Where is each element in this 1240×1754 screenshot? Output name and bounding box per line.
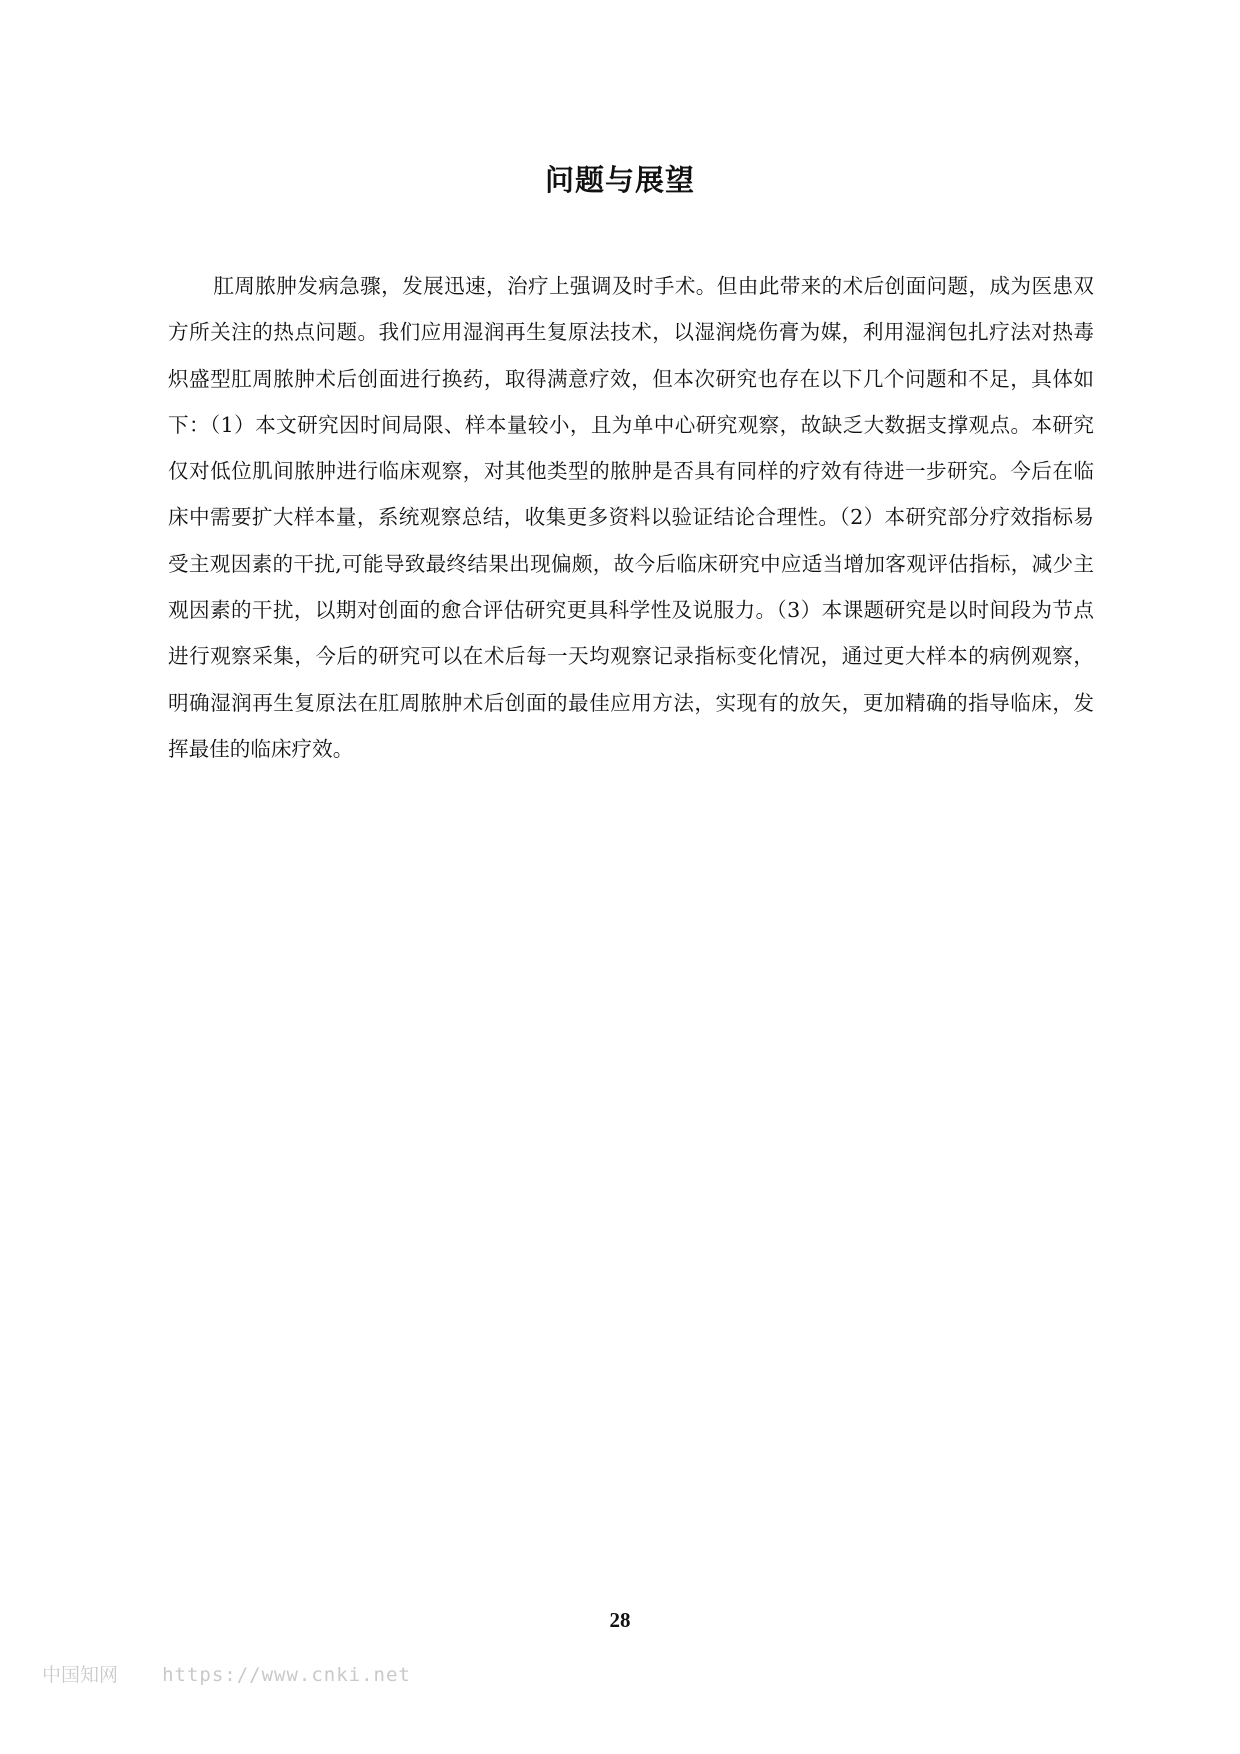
page-number: 28 bbox=[609, 1608, 631, 1632]
watermark-url: https://www.cnki.net bbox=[162, 1664, 411, 1686]
body-paragraph: 肛周脓肿发病急骤，发展迅速，治疗上强调及时手术。但由此带来的术后创面问题，成为医患双方所关注的热点问题。我们应用湿润再生复原法技术，以湿润烧伤膏为媒，利用湿润包扎疗法对热毒炽盛型肛周脓肿术后创面进行换药，取得满意疗效，但本次研究也存在以下几个问题和不足，具体如下：（1）本文研究因时间局限、样本量较小，且为单中心研究观察，故缺乏大数据支撑观点。本研究仅对低位肌间脓肿进行临床观察，对其他类型的脓肿是否具有同样的疗效有待进一步研究。今后在临床中需要扩大样本量，系统观察总结，收集更多资料以验证结论合理性。（2）本研究部分疗效指标易受主观因素的干扰,可能导致最终结果出现偏颇，故今后临床研究中应适当增加客观评估指标，减少主观因素的干扰，以期对创面的愈合评估研究更具科学性及说服力。（3）本课题研究是以时间段为节点进行观察采集，今后的研究可以在术后每一天均观察记录指标变化情况，通过更大样本的病例观察，明确湿润再生复原法在肛周脓肿术后创面的最佳应用方法，实现有的放矢，更加精确的指导临床，发挥最佳的临床疗效。 bbox=[168, 274, 1094, 761]
watermark bbox=[42, 1660, 411, 1687]
page-title: 问题与展望 bbox=[544, 163, 695, 197]
watermark-brand: 中国知网 bbox=[42, 1664, 119, 1686]
